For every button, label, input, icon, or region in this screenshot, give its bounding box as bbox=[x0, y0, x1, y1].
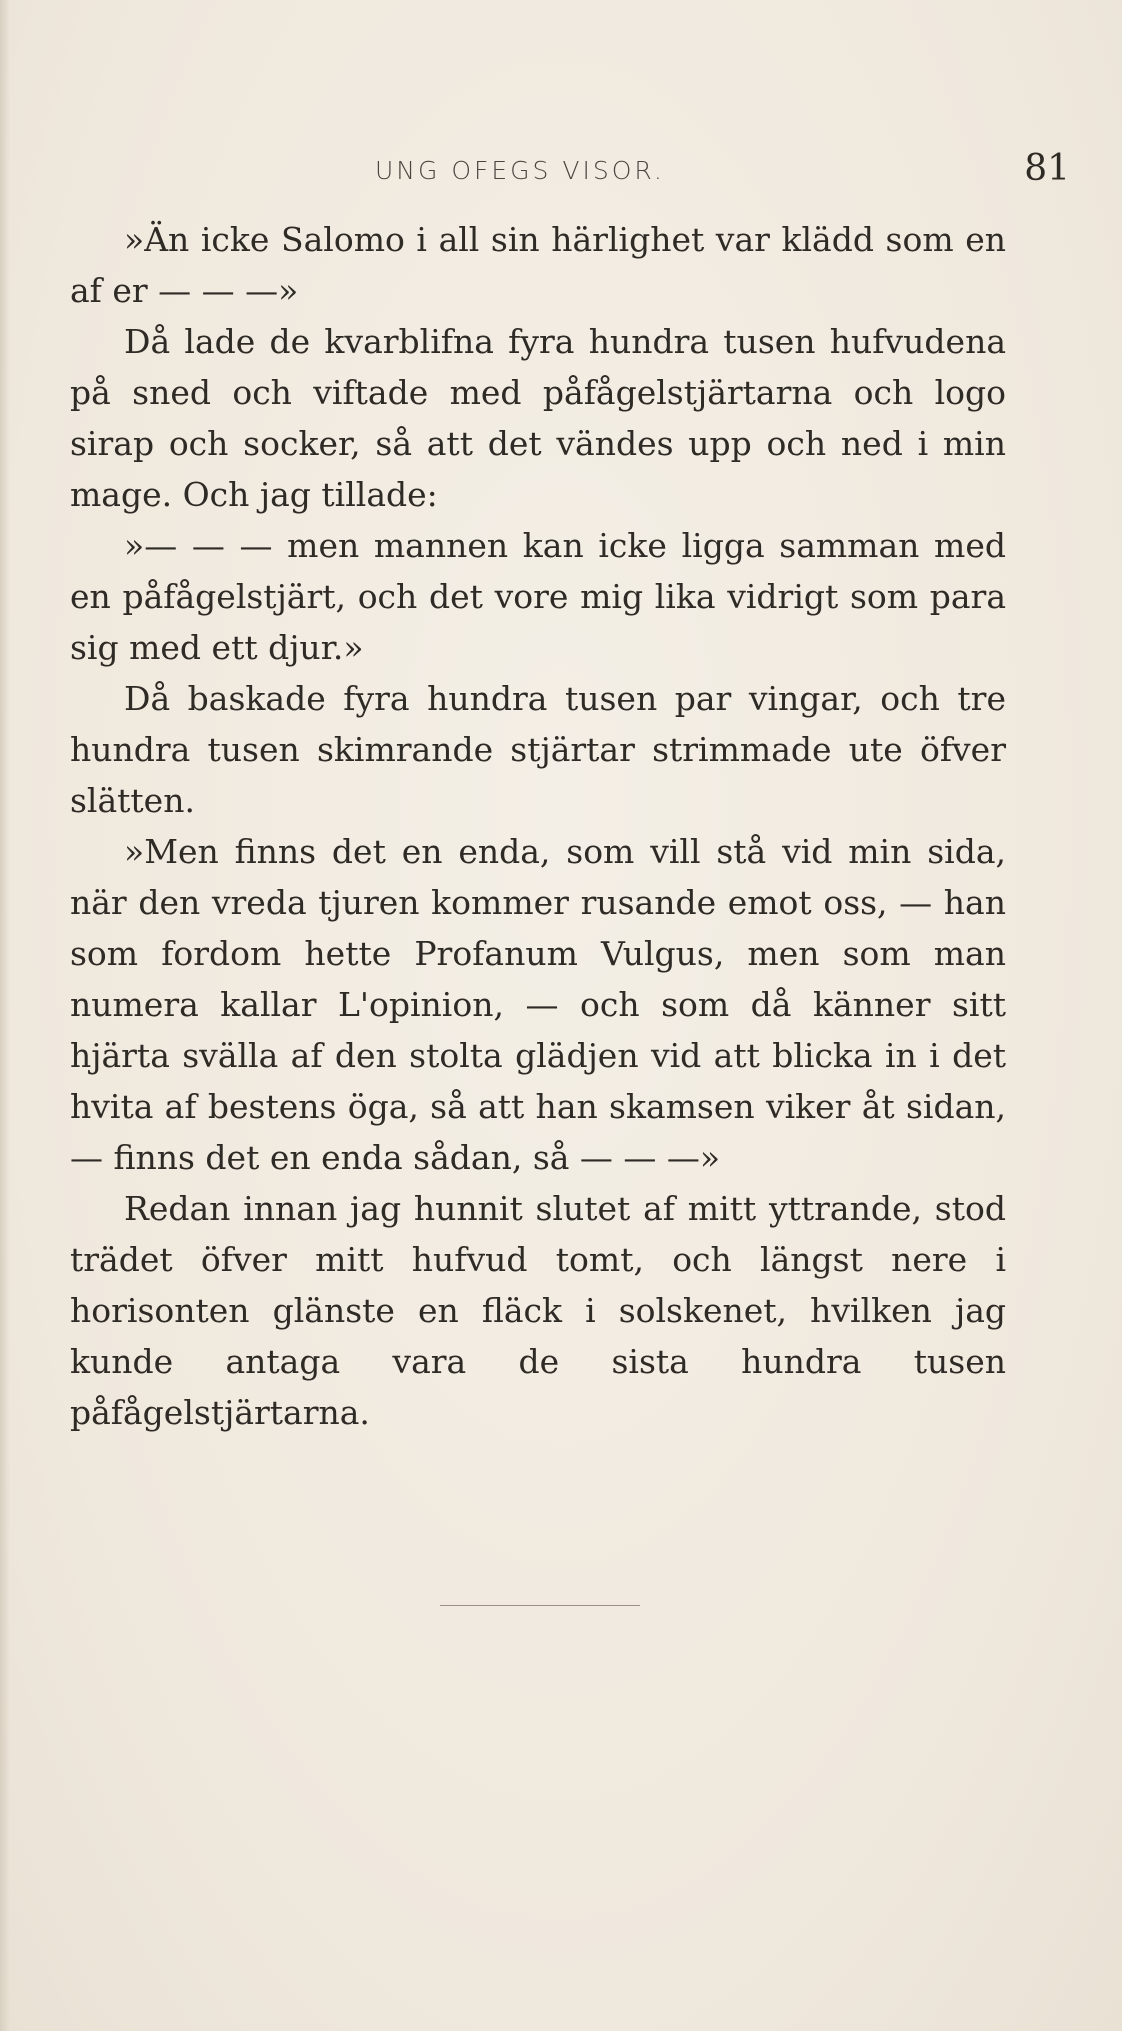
end-rule-divider bbox=[440, 1605, 640, 1606]
page-header bbox=[70, 148, 1070, 198]
paragraph: »— — — men mannen kan icke ligga samman med en påfågelstjärt, och det vore mig lika vidrigt som para sig med ett djur.» bbox=[70, 526, 1006, 667]
running-title: UNG OFEGS VISOR. bbox=[375, 156, 665, 185]
paragraph: »Än icke Salomo i all sin härlighet var klädd som en af er — — —» bbox=[70, 220, 1006, 310]
page-number: 81 bbox=[1024, 148, 1070, 189]
paragraph: Redan innan jag hunnit slutet af mitt yttrande, stod trädet öfver mitt hufvud tomt, och längst nere i horisonten glänste en fläck i solskenet, hvilken jag kunde antaga vara de sista hundra tusen påfågelstjärtarna. bbox=[70, 1189, 1006, 1432]
paragraph: Då baskade fyra hundra tusen par vingar, och tre hundra tusen skimrande stjärtar strimmade ute öfver slätten. bbox=[70, 679, 1006, 820]
paragraph: Då lade de kvarblifna fyra hundra tusen hufvudena på sned och viftade med påfågelstjärtarna och logo sirap och socker, så att det vändes upp och ned i min mage. Och jag tillade: bbox=[70, 322, 1006, 514]
page-gutter-shadow bbox=[0, 0, 10, 2031]
body-text bbox=[70, 214, 1006, 1438]
paragraph: »Men finns det en enda, som vill stå vid min sida, när den vreda tjuren kommer rusande emot oss, — han som fordom hette Profanum Vulgus, men som man numera kallar L'opinion, — och som då känner sitt hjärta svälla af den stolta glädjen vid att blicka in i det hvita af bestens öga, så att han skamsen viker åt sidan, — finns det en enda sådan, så — — —» bbox=[70, 832, 1006, 1177]
